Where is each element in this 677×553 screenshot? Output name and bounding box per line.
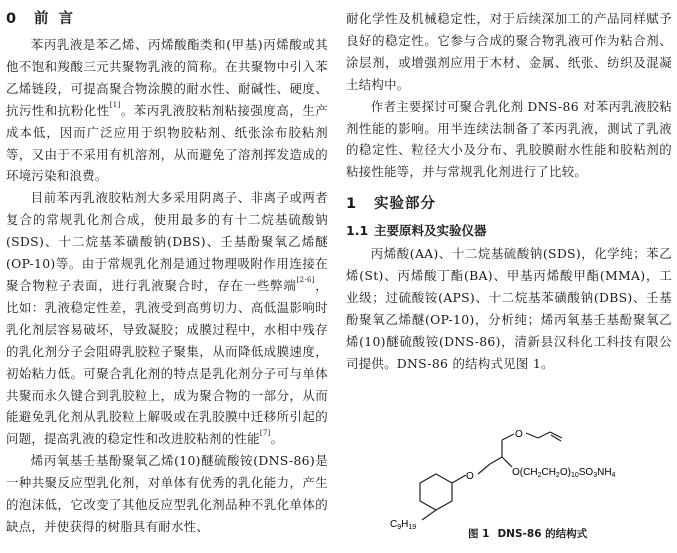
paragraph-3: 烯丙氧基壬基酚聚氧乙烯(10)醚硫酸铵(DNS-86)是一种共聚反应型乳化剂，对单体有优秀的乳化能力，产生的泡沫低，它改变了其他反应型乳化剂品种不乳化单体的缺点，并使获得的树脂具有耐水性、 bbox=[6, 453, 328, 534]
subsection-title: 主要原料及实验仪器 bbox=[374, 223, 487, 239]
paragraph-5: 丙烯酸(AA)、十二烷基硫酸钠(SDS)，化学纯；苯乙烯(St)、丙烯酸丁酯(BA)、甲基丙烯酸甲酯(MMA)，工业级；过硫酸铵(APS)、十二烷基苯磺酸钠(DBS)、壬基酚聚氧乙烯醚(OP-10)，分析纯；烯丙氧基壬基酚聚氧乙烯(10)醚硫酸铵(DNS-86)，清新县汉科化工科技有限公司提供。DNS-86 的结构式见图 1。 bbox=[346, 246, 672, 371]
citation: [2-6] bbox=[296, 275, 315, 284]
section-title: 实验部分 bbox=[374, 196, 436, 213]
paragraph-2 bbox=[6, 187, 328, 450]
paragraph-2-text-c: 。 bbox=[270, 431, 284, 447]
section-heading-intro bbox=[6, 8, 328, 30]
figure-label: 图 1 bbox=[468, 528, 490, 540]
right-column bbox=[346, 8, 672, 375]
paragraph-2-text-b: ，比如：乳液稳定性差，乳液受到高剪切力、高低温影响时乳化剂层容易破坏，导致凝胶；成膜过程中，水相中残存的乳化剂分子会阻碍乳胶粒子聚集，从而降低成膜速度，初始粘力低。可聚合乳化剂的特点是乳化剂分子可与单体共聚而永久键合到乳胶粒上，成为聚合物的一部分，从而能避免乳化剂从乳胶粒上解吸或在乳胶膜中迁移所引起的问题，提高乳液的稳定性和改进胶粘剂的性能 bbox=[6, 277, 328, 447]
left-column bbox=[6, 8, 328, 538]
citation: [1] bbox=[109, 100, 121, 109]
figure-caption-text: DNS-86 的结构式 bbox=[497, 528, 588, 540]
benzene-ring bbox=[420, 474, 452, 510]
citation: [7] bbox=[259, 429, 271, 438]
paragraph-2-text-a: 目前苯丙乳液胶粘剂大多采用阴离子、非离子或两者复合的常规乳化剂合成，使用最多的有十二烷基硫酸钠(SDS)、十二烷基苯磺酸钠(DBS)、壬基酚聚氧乙烯醚(OP-10)等。由于常规乳化剂是通过物理吸附作用连接在聚合物粒子表面，进行乳液聚合时，存在一些弊端 bbox=[6, 190, 328, 293]
section-number: 1 bbox=[346, 196, 358, 213]
paragraph-1 bbox=[6, 34, 328, 187]
oxygen-label: O bbox=[466, 471, 474, 482]
paragraph-1-tail: 。苯丙乳液胶粘剂粘接强度高，生产成本低，因而广泛应用于织物胶粘剂、纸张涂布胶粘剂等，又由于不采用有机溶剂，从而避免了溶剂挥发造成的环境污染和浪费。 bbox=[6, 102, 328, 184]
alkyl-label: $C_9H_{19}$ bbox=[390, 519, 417, 531]
paragraph-4: 作者主要探讨可聚合乳化剂 DNS-86 对苯丙乳液胶粘剂性能的影响。用半连续法制备了苯丙乳液，测试了乳液的稳定性、粒径大小及分布、乳胶膜耐水性能和胶粘剂的粘接性能等，并与常规乳化剂进行了比较。 bbox=[346, 98, 672, 180]
paragraph-3-continued: 耐化学性及机械稳定性，对于后续深加工的产品同样赋予良好的稳定性。它参与合成的聚合物乳液可作为粘合剂、涂层剂，或增强剂应用于木材、金属、纸张、纺织及混凝土结构中。 bbox=[346, 11, 672, 92]
oxygen-label: O bbox=[515, 429, 523, 440]
subsection-number: 1.1 bbox=[346, 223, 369, 239]
subsection-heading-materials bbox=[346, 219, 672, 243]
polyether-chain-label: $O(CH_2CH_2O)_{10}SO_3NH_4$ bbox=[512, 467, 616, 479]
paragraph-1-text: 苯丙乳液是苯乙烯、丙烯酸酯类和(甲基)丙烯酸或其他不饱和羧酸三元共聚物乳液的简称。在共聚物中引入苯乙烯链段，可提高聚合物涂膜的耐水性、耐碱性、硬度、抗污性和抗粉化性 bbox=[6, 37, 328, 118]
section-number: 0 bbox=[6, 11, 18, 27]
section-title: 前言 bbox=[34, 11, 83, 27]
section-heading-experimental bbox=[346, 193, 672, 215]
figure-caption bbox=[468, 526, 587, 541]
